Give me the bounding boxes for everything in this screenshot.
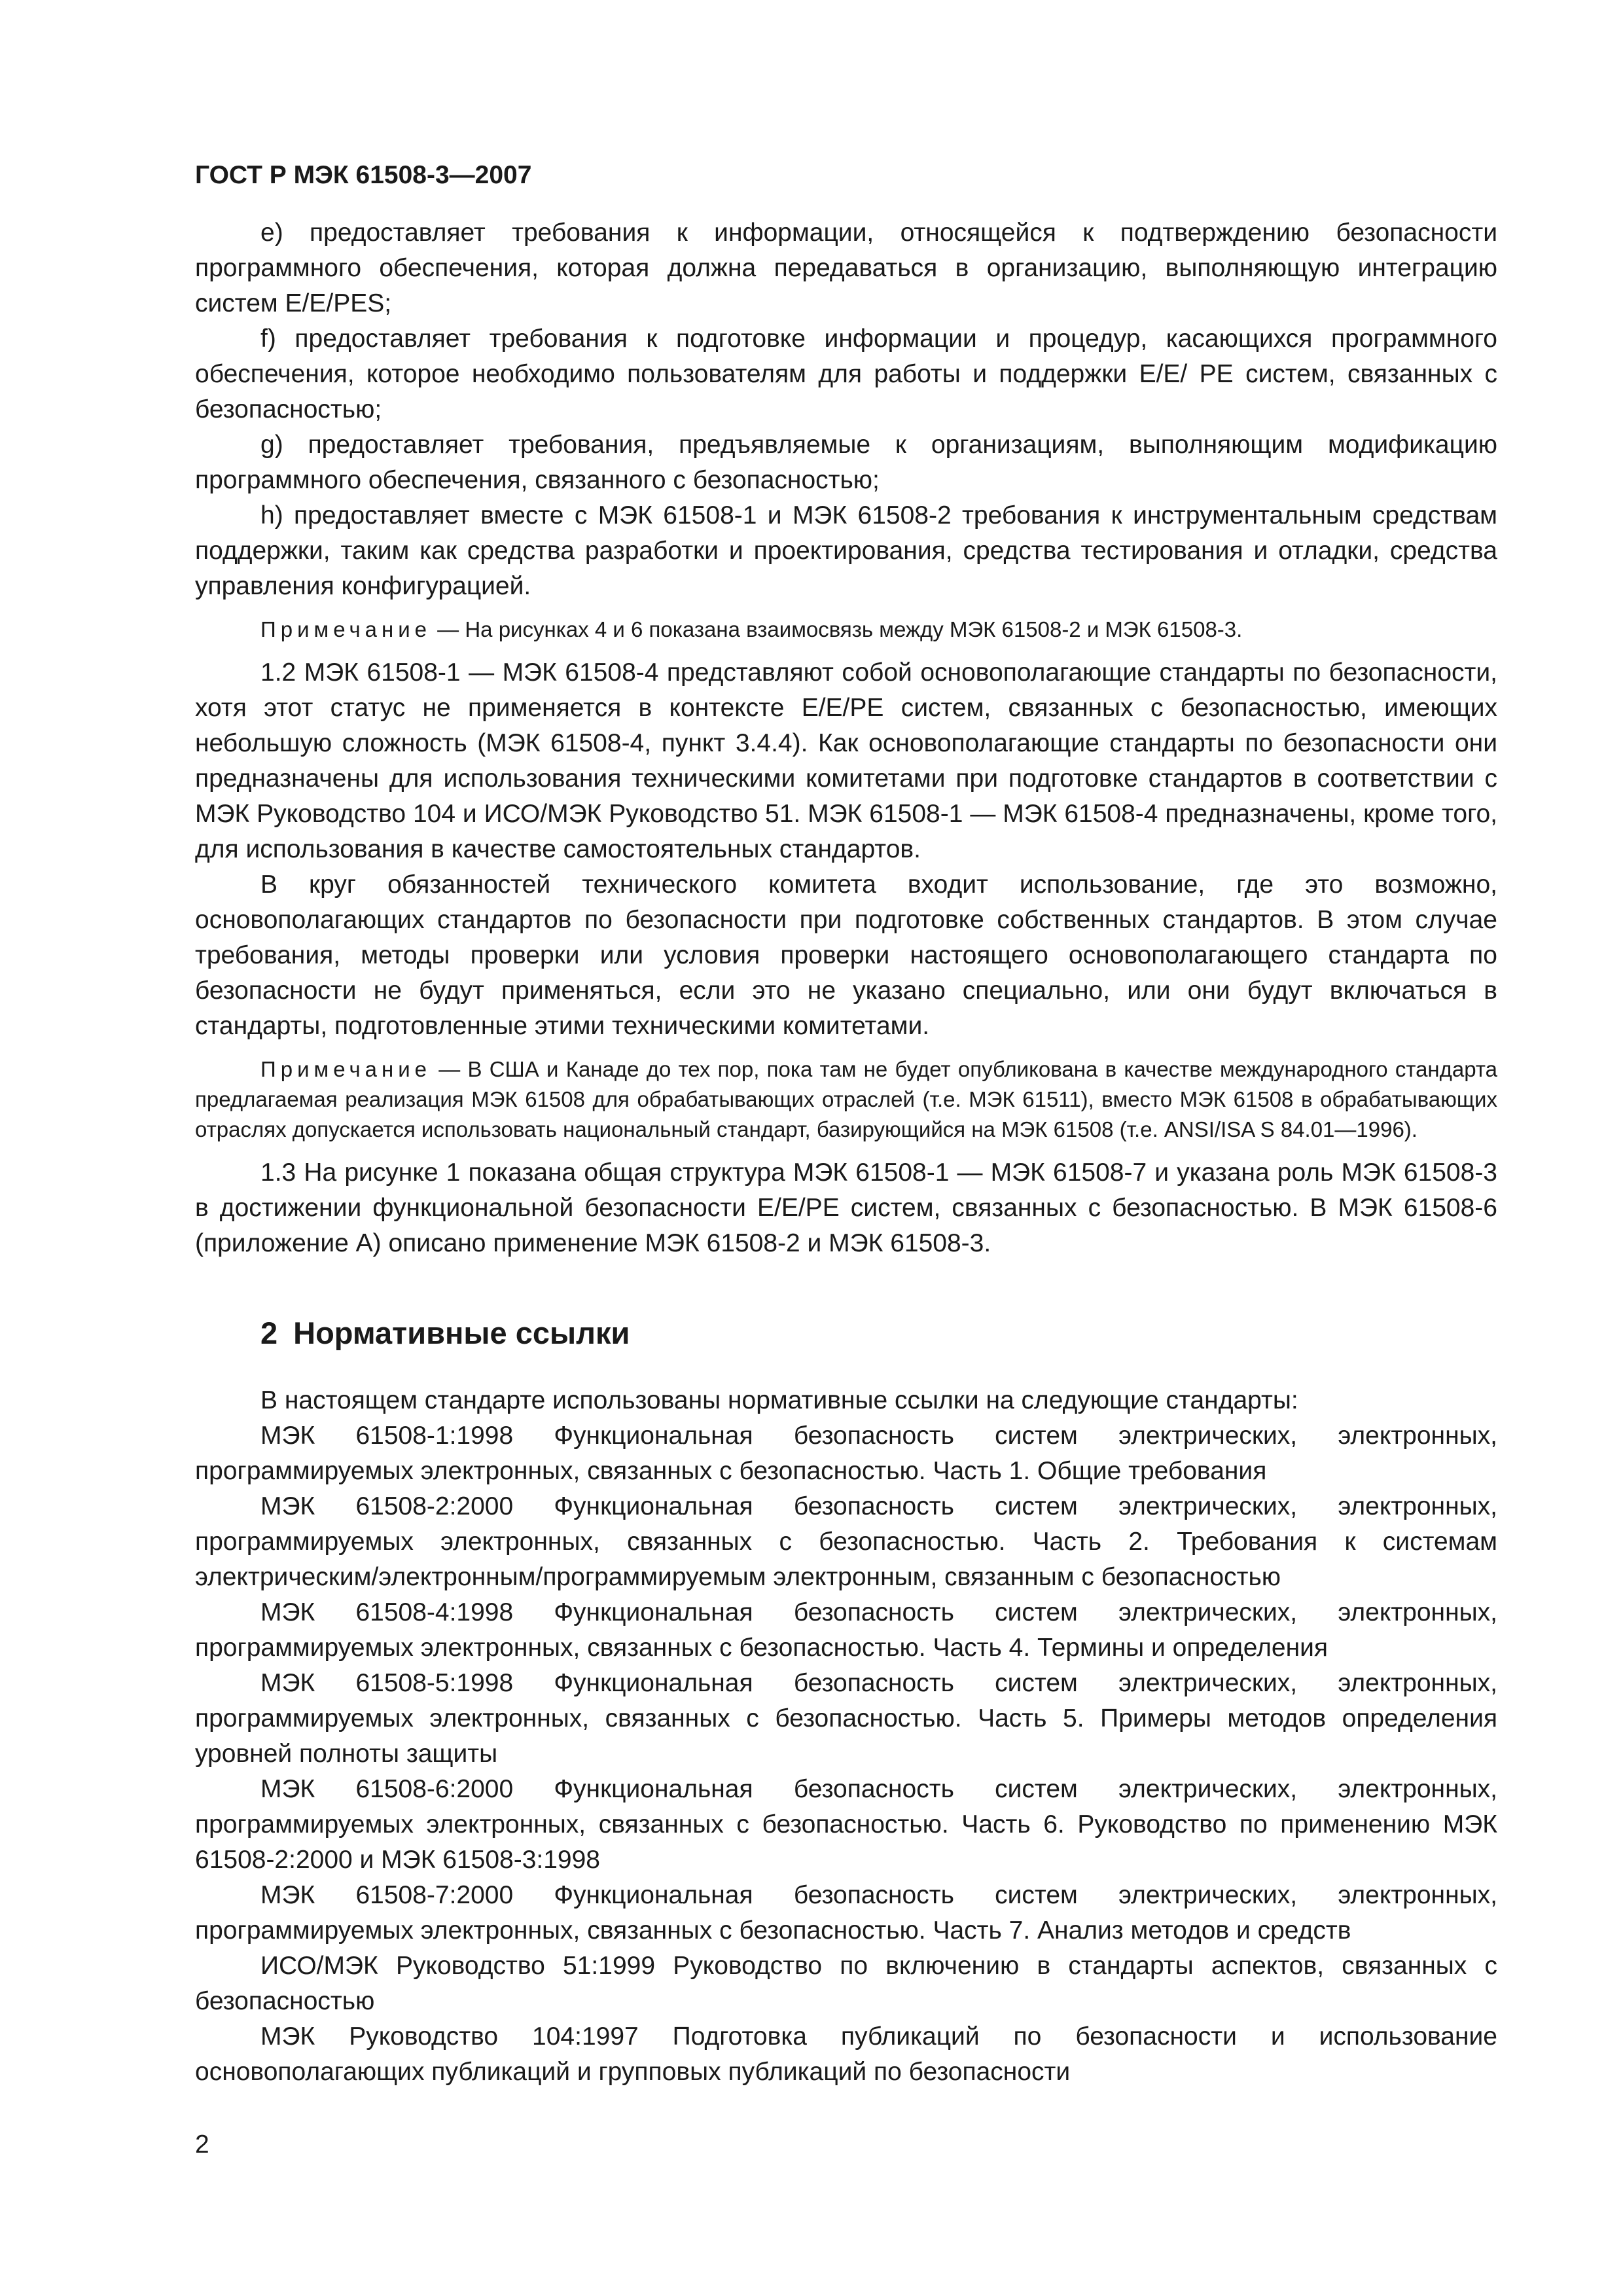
- reference-item: ИСО/МЭК Руководство 51:1999 Руководство по включению в стандарты аспектов, связанных с безопасностью: [195, 1952, 1497, 2015]
- reference-item: МЭК 61508-5:1998 Функциональная безопасность систем электрических, электронных, программируемых электронных, связанных с безопасностью. Часть 5. Примеры методов определения уровней полноты защиты: [195, 1669, 1497, 1768]
- note-text: — В США и Канаде до тех пор, пока там не будет опубликована в качестве международного стандарта предлагаемая реализация МЭК 61508 для обрабатывающих отраслей (т.е. МЭК 61511), вместо МЭК 61508 в обрабатывающих отраслях допускается использовать национальный стандарт, базирующийся на МЭК 61508 (т.е. ANSI/ISA S 84.01—1996).: [195, 1057, 1497, 1141]
- reference-item: МЭК Руководство 104:1997 Подготовка публикаций по безопасности и использование основополагающих публикаций и групповых публикаций по безопасности: [195, 2022, 1497, 2086]
- list-item-e: e) предоставляет требования к информации, относящейся к подтверждению безопасности программного обеспечения, которая должна передаваться в организацию, выполняющую интеграцию систем Е/Е/PES;: [195, 219, 1497, 317]
- note-2: [195, 1054, 1497, 1145]
- note-1: [195, 615, 1497, 645]
- section-number: 2: [260, 1316, 278, 1350]
- references-intro: В настоящем стандарте использованы нормативные ссылки на следующие стандарты:: [260, 1386, 1298, 1414]
- section-title: Нормативные ссылки: [293, 1316, 630, 1350]
- section-heading: [260, 1314, 1497, 1353]
- list-item-g: g) предоставляет требования, предъявляемые к организациям, выполняющим модификацию программного обеспечения, связанного с безопасностью;: [195, 431, 1497, 494]
- paragraph-1-2-continued: В круг обязанностей технического комитета входит использование, где это возможно, основополагающих стандартов по безопасности при подготовке собственных стандартов. В этом случае требования, методы проверки или условия проверки настоящего основополагающего стандарта по безопасности не будут применяться, если это не указано специально, или они будут включаться в стандарты, подготовленные этими техническими комитетами.: [195, 870, 1497, 1040]
- reference-item: МЭК 61508-2:2000 Функциональная безопасность систем электрических, электронных, программируемых электронных, связанных с безопасностью. Часть 2. Требования к системам электрическим/электронным/программируемым электронным, связанным с безопасностью: [195, 1492, 1497, 1591]
- reference-item: МЭК 61508-6:2000 Функциональная безопасность систем электрических, электронных, программируемых электронных, связанных с безопасностью. Часть 6. Руководство по применению МЭК 61508-2:2000 и МЭК 61508-3:1998: [195, 1775, 1497, 1874]
- list-item-f: f) предоставляет требования к подготовке информации и процедур, касающихся программного обеспечения, которое необходимо пользователям для работы и поддержки Е/Е/ PE систем, связанных с безопасностью;: [195, 325, 1497, 423]
- note-label: Примечание: [260, 1057, 432, 1081]
- reference-item: МЭК 61508-1:1998 Функциональная безопасность систем электрических, электронных, программируемых электронных, связанных с безопасностью. Часть 1. Общие требования: [195, 1422, 1497, 1485]
- reference-item: МЭК 61508-4:1998 Функциональная безопасность систем электрических, электронных, программируемых электронных, связанных с безопасностью. Часть 4. Термины и определения: [195, 1598, 1497, 1662]
- document-header: ГОСТ Р МЭК 61508-3—2007: [195, 161, 532, 189]
- list-item-h: h) предоставляет вместе с МЭК 61508-1 и МЭК 61508-2 требования к инструментальным средствам поддержки, таким как средства разработки и проектирования, средства тестирования и отладки, средства управления конфигурацией.: [195, 501, 1497, 600]
- page-number: 2: [195, 2130, 209, 2159]
- reference-item: МЭК 61508-7:2000 Функциональная безопасность систем электрических, электронных, программируемых электронных, связанных с безопасностью. Часть 7. Анализ методов и средств: [195, 1881, 1497, 1945]
- note-label: Примечание: [260, 617, 432, 641]
- document-page: [195, 159, 1497, 2090]
- paragraph-1-2: 1.2 МЭК 61508-1 — МЭК 61508-4 представляют собой основополагающие стандарты по безопасности, хотя этот статус не применяется в контексте Е/Е/PE систем, связанных с безопасностью, имеющих небольшую сложность (МЭК 61508-4, пункт 3.4.4). Как основополагающие стандарты по безопасности они предназначены для использования техническими комитетами при подготовке стандартов в соответствии с МЭК Руководство 104 и ИСО/МЭК Руководство 51. МЭК 61508-1 — МЭК 61508-4 предназначены, кроме того, для использования в качестве самостоятельных стандартов.: [195, 658, 1497, 863]
- paragraph-1-3: 1.3 На рисунке 1 показана общая структура МЭК 61508-1 — МЭК 61508-7 и указана роль МЭК 61508-3 в достижении функциональной безопасности Е/Е/PE систем, связанных с безопасностью. В МЭК 61508-6 (приложение А) описано применение МЭК 61508-2 и МЭК 61508-3.: [195, 1158, 1497, 1257]
- note-text: — На рисунках 4 и 6 показана взаимосвязь между МЭК 61508-2 и МЭК 61508-3.: [431, 617, 1243, 641]
